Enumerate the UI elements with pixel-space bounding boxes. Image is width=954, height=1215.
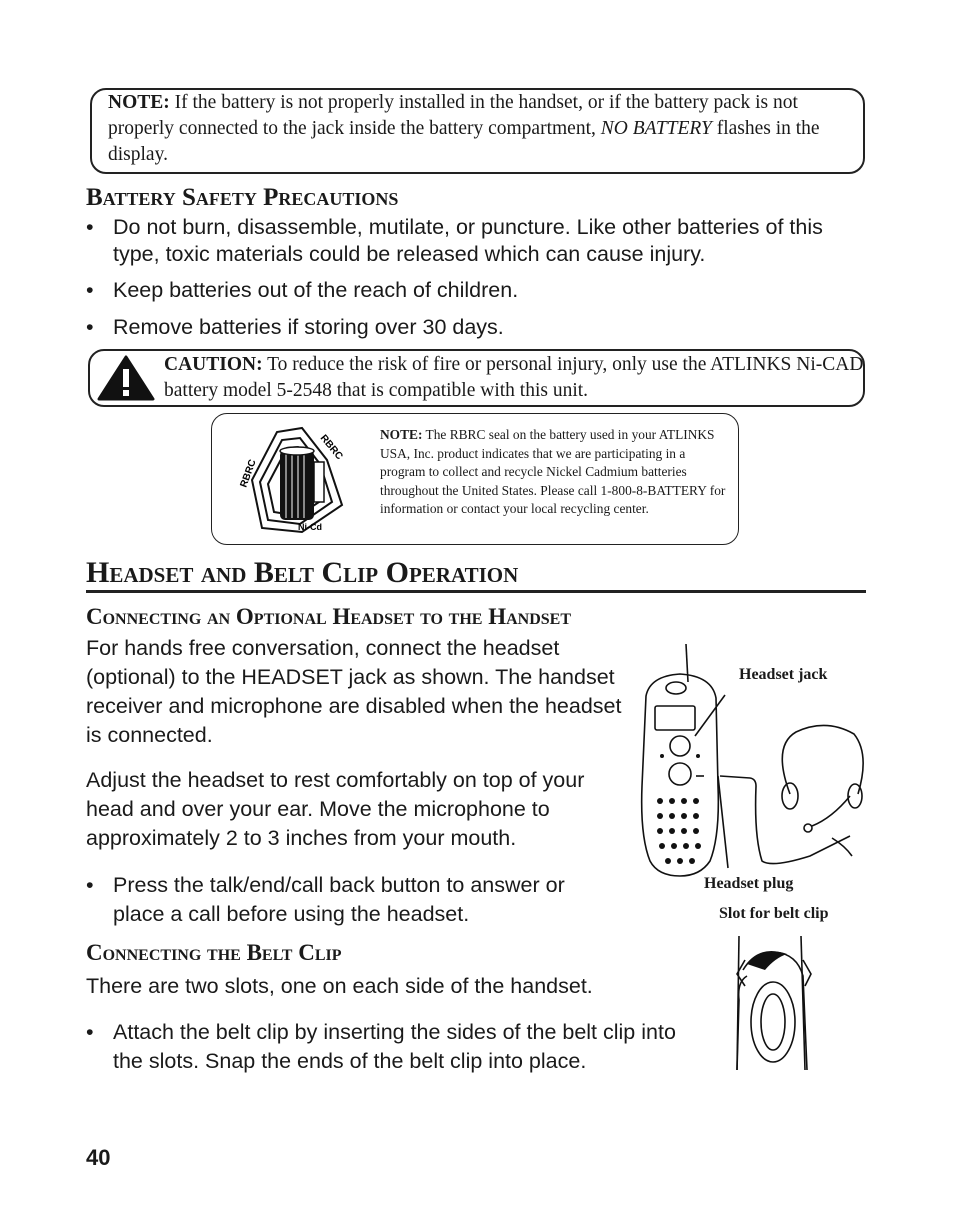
caution-label: CAUTION:: [164, 354, 263, 375]
rbrc-seal-icon: [232, 420, 362, 538]
battery-safety-list-3: [86, 314, 856, 341]
headset-jack-label: Headset jack: [739, 666, 828, 683]
headset-bullet-list: [86, 871, 606, 929]
caution-body: To reduce the risk of fire or personal injury, only use the ATLINKS Ni-CAD battery model 5-2548 that is compatible with this unit.: [164, 354, 864, 401]
note-label: NOTE:: [108, 92, 170, 113]
note-text-italic: NO BATTERY: [600, 118, 712, 139]
caution-text: [164, 352, 864, 404]
note-text-a: If the battery is not properly installed in the handset, or if the battery pack is not properly connected to the jack inside the battery compartment,: [108, 92, 798, 139]
rbrc-note: [380, 426, 730, 519]
battery-safety-list-2: [86, 277, 856, 304]
headset-para-1: For hands free conversation, connect the headset (optional) to the HEADSET jack as shown. The handset receiver and microphone are disabled when the headset is connected.: [86, 636, 622, 747]
belt-clip-illustration: [725, 930, 825, 1075]
battery-safety-heading: Battery Safety Precautions: [86, 184, 399, 211]
note-text-b: flashes in the display.: [108, 118, 820, 165]
battery-note: [108, 90, 858, 168]
seal-bottom-text: Ni-Cd: [298, 522, 322, 532]
seal-top-text: RBRC: [317, 432, 345, 463]
page-number: 40: [86, 1145, 111, 1170]
headset-plug-label: Headset plug: [704, 875, 794, 892]
warning-icon: [96, 354, 156, 402]
list-item: • Press the talk/end/call back button to answer or place a call before using the headset.: [86, 871, 606, 929]
belt-clip-bullet-list: [86, 1018, 686, 1076]
seal-left-text: RBRC: [238, 458, 259, 490]
headset-para-2: Adjust the headset to rest comfortably on top of your head and over your ear. Move the microphone to approximately 2 to 3 inches from your mouth.: [86, 768, 585, 850]
belt-clip-subheading: Connecting the Belt Clip: [86, 940, 342, 965]
belt-clip-slot-label: Slot for belt clip: [719, 905, 829, 922]
list-item: • Remove batteries if storing over 30 days.: [86, 314, 856, 341]
rbrc-note-label: NOTE:: [380, 427, 423, 442]
headset-subheading: Connecting an Optional Headset to the Handset: [86, 604, 572, 629]
section-heading: Headset and Belt Clip Operation: [86, 556, 519, 589]
battery-safety-list: [86, 214, 856, 268]
section-rule: [86, 590, 866, 593]
list-item: • Attach the belt clip by inserting the sides of the belt clip into the slots. Snap the ends of the belt clip into place.: [86, 1018, 686, 1076]
belt-clip-para: There are two slots, one on each side of the handset.: [86, 974, 593, 998]
list-item: • Keep batteries out of the reach of children.: [86, 277, 856, 304]
rbrc-note-text: The RBRC seal on the battery used in your ATLINKS USA, Inc. product indicates that we are participating in a program to collect and recycle Nickel Cadmium batteries throughout the United States. Please call 1-800-8-BATTERY for information or contact your local recycling center.: [380, 427, 726, 516]
list-item: • Do not burn, disassemble, mutilate, or puncture. Like other batteries of this type, toxic materials could be released which can cause injury.: [86, 214, 856, 268]
